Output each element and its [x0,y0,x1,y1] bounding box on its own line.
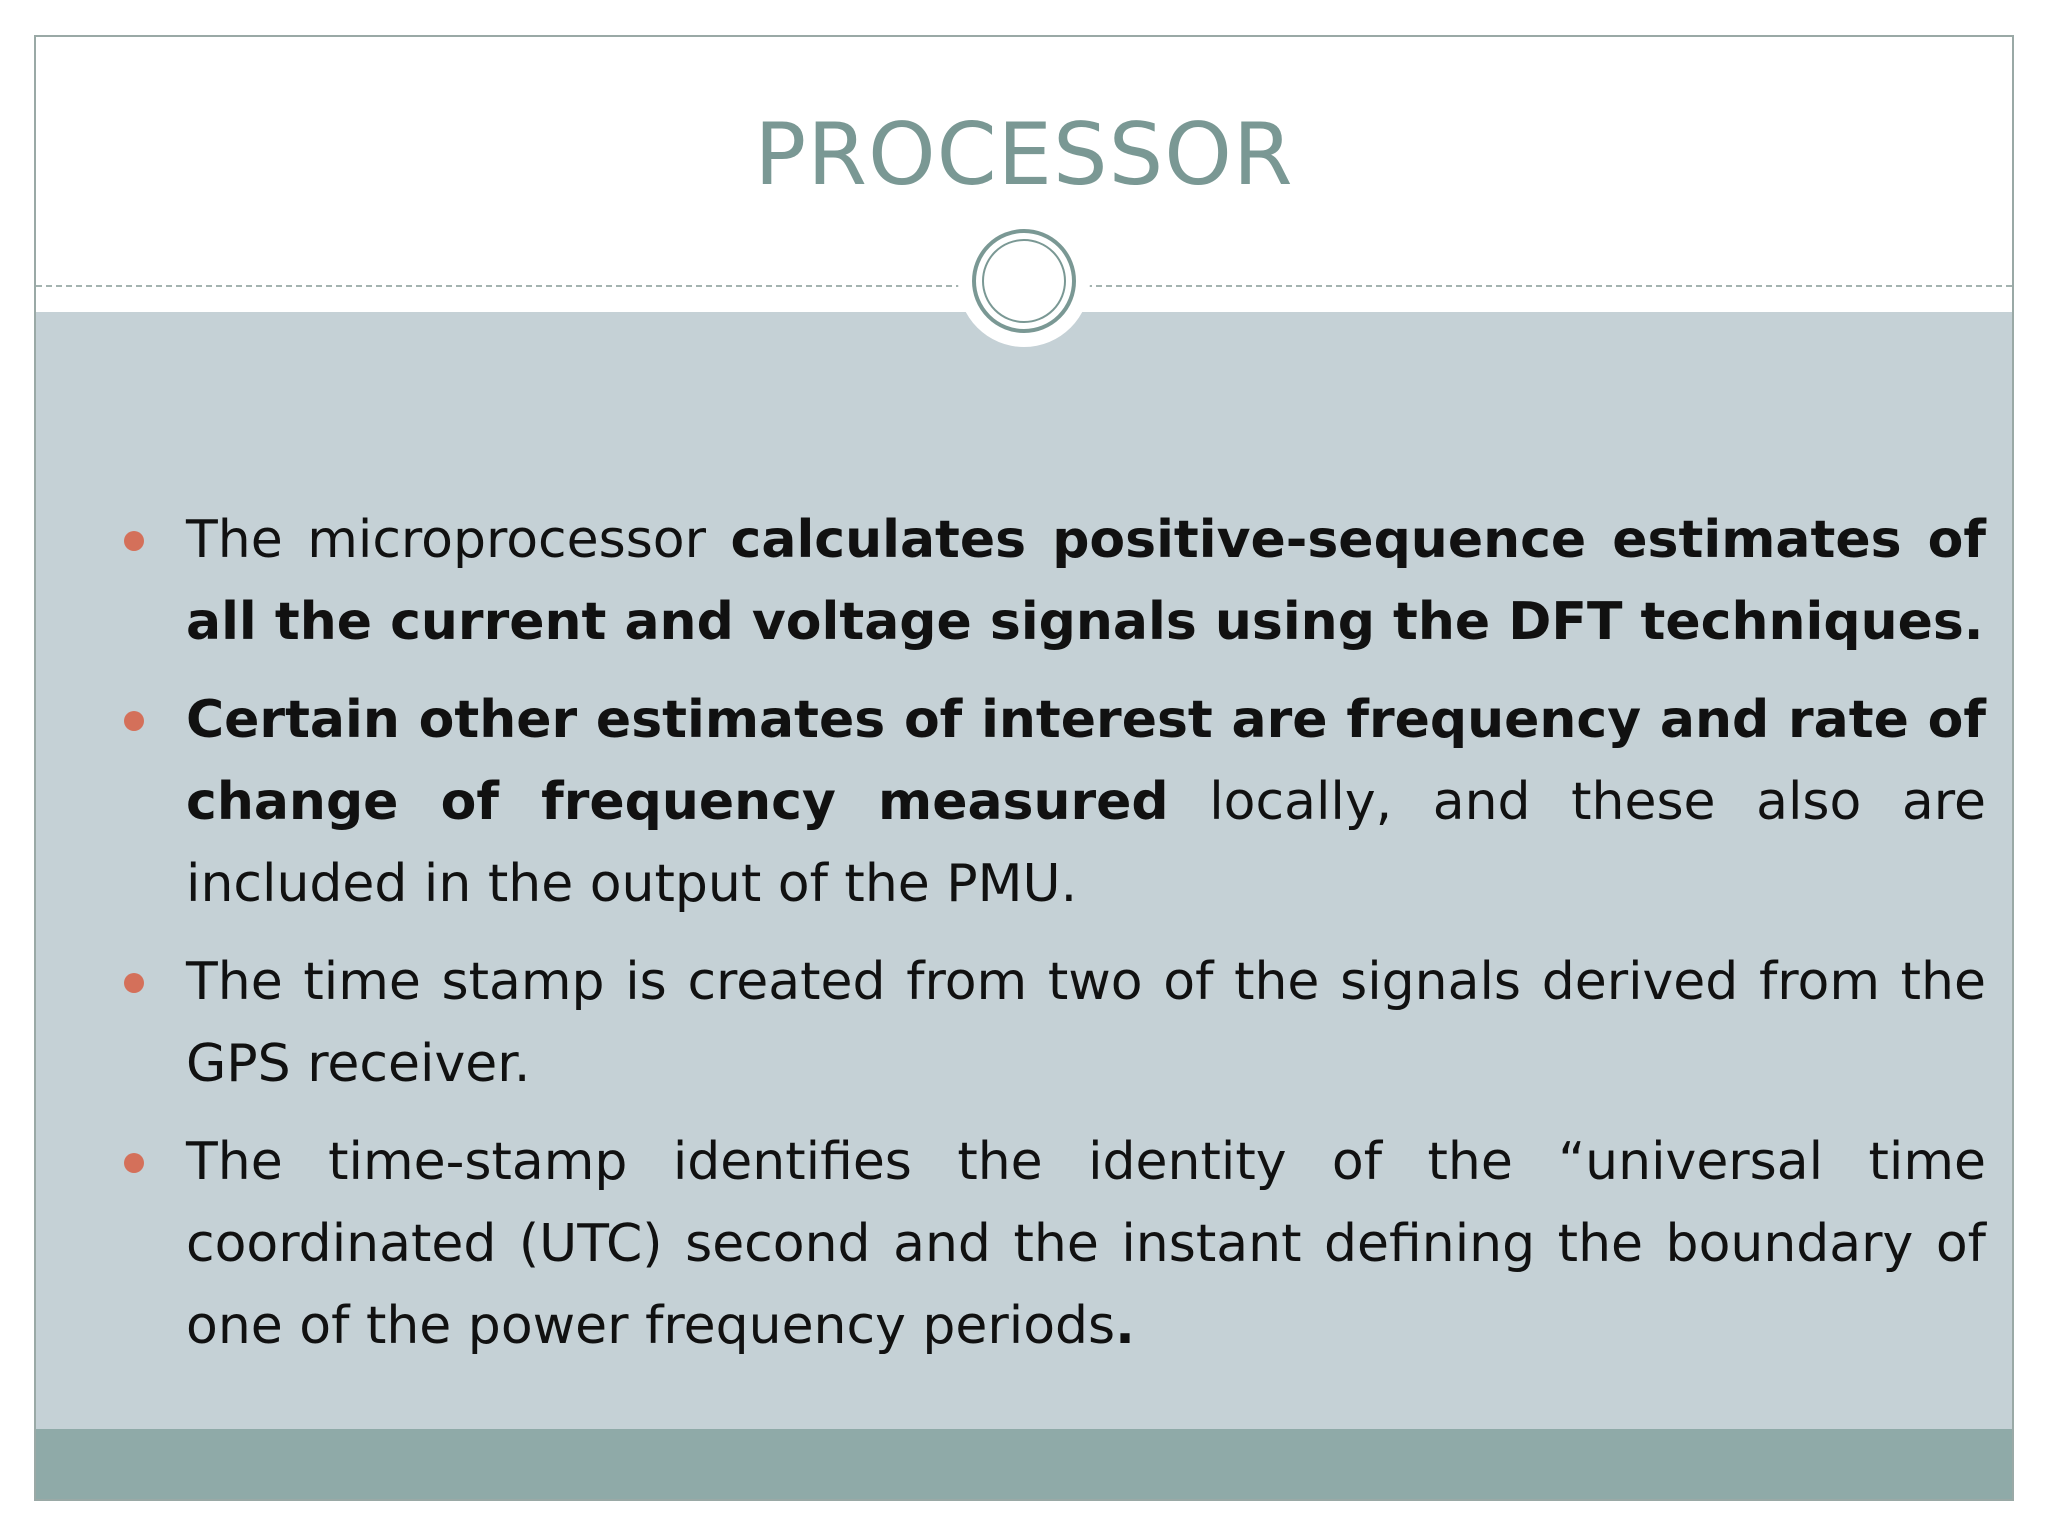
bullet-item-4 [186,1121,1986,1367]
bullet-item-3 [186,941,1986,1105]
bullet-text-bold: . [1115,1296,1135,1356]
bullet-text: The microprocessor [186,510,731,570]
bullet-item-1 [186,499,1986,663]
slide-title: PROCESSOR [754,105,1294,205]
bullet-text-bold: Certain other estimates of interest are frequency and rate of change of frequency measured [186,690,1986,832]
bullet-text: The time-stamp identifies the identity of the “universal time coordinated (UTC) second and the instant defining the boundary of one of the power frequency periods [186,1132,1986,1356]
bullet-dot-icon [124,973,144,993]
bullet-list [186,499,1986,1383]
bullet-dot-icon [124,711,144,731]
footer-band [36,1429,2012,1501]
bullet-dot-icon [124,531,144,551]
bullet-text: locally, and these also are included in the output of the PMU. [186,772,1986,914]
bullet-text: The time stamp is created from two of the signals derived from the GPS receiver. [186,952,1986,1094]
bullet-text-bold: calculates positive-sequence estimates of all the current and voltage signals using the DFT techniques. [186,510,1986,652]
bullet-item-2 [186,679,1986,925]
slide [34,35,2014,1501]
circle-ornament-inner [982,239,1066,323]
bullet-dot-icon [124,1153,144,1173]
